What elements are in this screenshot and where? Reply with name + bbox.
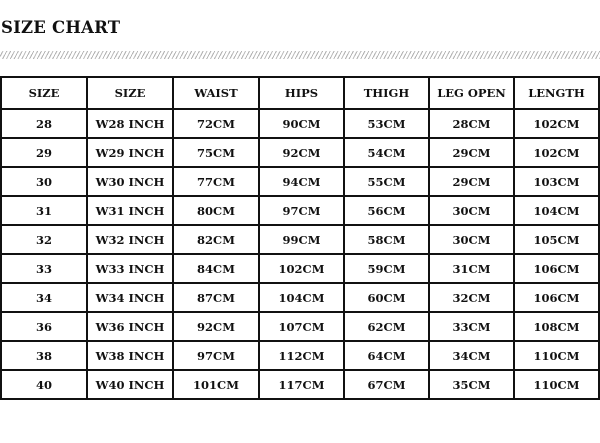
cell-leg-open: 29CM bbox=[429, 138, 514, 167]
cell-size-inch: W36 INCH bbox=[87, 312, 173, 341]
cell-thigh: 54CM bbox=[344, 138, 429, 167]
cell-size-inch: W40 INCH bbox=[87, 370, 173, 399]
cell-thigh: 53CM bbox=[344, 109, 429, 138]
cell-waist: 82CM bbox=[173, 225, 259, 254]
cell-leg-open: 32CM bbox=[429, 283, 514, 312]
cell-length: 104CM bbox=[514, 196, 599, 225]
cell-length: 106CM bbox=[514, 254, 599, 283]
table-row bbox=[1, 370, 599, 399]
cell-size: 33 bbox=[1, 254, 87, 283]
cell-waist: 87CM bbox=[173, 283, 259, 312]
cell-size: 36 bbox=[1, 312, 87, 341]
cell-size: 29 bbox=[1, 138, 87, 167]
column-header-hips: HIPS bbox=[259, 77, 344, 109]
cell-leg-open: 28CM bbox=[429, 109, 514, 138]
hatched-divider bbox=[0, 51, 600, 59]
column-header-leg-open: LEG OPEN bbox=[429, 77, 514, 109]
table-row bbox=[1, 283, 599, 312]
cell-leg-open: 30CM bbox=[429, 196, 514, 225]
cell-thigh: 56CM bbox=[344, 196, 429, 225]
header-row bbox=[1, 77, 599, 109]
cell-size: 31 bbox=[1, 196, 87, 225]
column-header-waist: WAIST bbox=[173, 77, 259, 109]
cell-waist: 92CM bbox=[173, 312, 259, 341]
cell-hips: 102CM bbox=[259, 254, 344, 283]
cell-size: 28 bbox=[1, 109, 87, 138]
cell-leg-open: 31CM bbox=[429, 254, 514, 283]
cell-waist: 80CM bbox=[173, 196, 259, 225]
cell-leg-open: 30CM bbox=[429, 225, 514, 254]
cell-length: 110CM bbox=[514, 341, 599, 370]
cell-size: 38 bbox=[1, 341, 87, 370]
cell-size-inch: W28 INCH bbox=[87, 109, 173, 138]
cell-hips: 92CM bbox=[259, 138, 344, 167]
column-header-size-inch: SIZE bbox=[87, 77, 173, 109]
cell-size-inch: W33 INCH bbox=[87, 254, 173, 283]
cell-hips: 117CM bbox=[259, 370, 344, 399]
cell-thigh: 60CM bbox=[344, 283, 429, 312]
cell-leg-open: 34CM bbox=[429, 341, 514, 370]
cell-leg-open: 35CM bbox=[429, 370, 514, 399]
table-row bbox=[1, 312, 599, 341]
cell-hips: 112CM bbox=[259, 341, 344, 370]
cell-hips: 97CM bbox=[259, 196, 344, 225]
cell-size-inch: W32 INCH bbox=[87, 225, 173, 254]
cell-length: 105CM bbox=[514, 225, 599, 254]
cell-hips: 94CM bbox=[259, 167, 344, 196]
cell-waist: 72CM bbox=[173, 109, 259, 138]
cell-size: 34 bbox=[1, 283, 87, 312]
cell-length: 103CM bbox=[514, 167, 599, 196]
cell-leg-open: 29CM bbox=[429, 167, 514, 196]
page-title: SIZE CHART bbox=[1, 18, 121, 37]
cell-thigh: 64CM bbox=[344, 341, 429, 370]
cell-size-inch: W29 INCH bbox=[87, 138, 173, 167]
cell-size-inch: W34 INCH bbox=[87, 283, 173, 312]
cell-length: 102CM bbox=[514, 138, 599, 167]
size-chart-table bbox=[0, 76, 600, 400]
cell-waist: 77CM bbox=[173, 167, 259, 196]
cell-hips: 107CM bbox=[259, 312, 344, 341]
table-row bbox=[1, 196, 599, 225]
cell-length: 108CM bbox=[514, 312, 599, 341]
table-row bbox=[1, 341, 599, 370]
table-row bbox=[1, 138, 599, 167]
cell-size-inch: W38 INCH bbox=[87, 341, 173, 370]
table-row bbox=[1, 254, 599, 283]
cell-waist: 75CM bbox=[173, 138, 259, 167]
cell-thigh: 67CM bbox=[344, 370, 429, 399]
cell-leg-open: 33CM bbox=[429, 312, 514, 341]
column-header-thigh: THIGH bbox=[344, 77, 429, 109]
cell-size: 32 bbox=[1, 225, 87, 254]
table-row bbox=[1, 225, 599, 254]
cell-thigh: 58CM bbox=[344, 225, 429, 254]
cell-waist: 97CM bbox=[173, 341, 259, 370]
cell-size-inch: W30 INCH bbox=[87, 167, 173, 196]
cell-waist: 101CM bbox=[173, 370, 259, 399]
cell-size-inch: W31 INCH bbox=[87, 196, 173, 225]
column-header-size: SIZE bbox=[1, 77, 87, 109]
cell-size: 30 bbox=[1, 167, 87, 196]
cell-size: 40 bbox=[1, 370, 87, 399]
table-row bbox=[1, 167, 599, 196]
column-header-length: LENGTH bbox=[514, 77, 599, 109]
cell-thigh: 55CM bbox=[344, 167, 429, 196]
cell-hips: 104CM bbox=[259, 283, 344, 312]
cell-hips: 90CM bbox=[259, 109, 344, 138]
cell-hips: 99CM bbox=[259, 225, 344, 254]
cell-thigh: 59CM bbox=[344, 254, 429, 283]
cell-waist: 84CM bbox=[173, 254, 259, 283]
cell-thigh: 62CM bbox=[344, 312, 429, 341]
cell-length: 102CM bbox=[514, 109, 599, 138]
cell-length: 110CM bbox=[514, 370, 599, 399]
table-row bbox=[1, 109, 599, 138]
cell-length: 106CM bbox=[514, 283, 599, 312]
